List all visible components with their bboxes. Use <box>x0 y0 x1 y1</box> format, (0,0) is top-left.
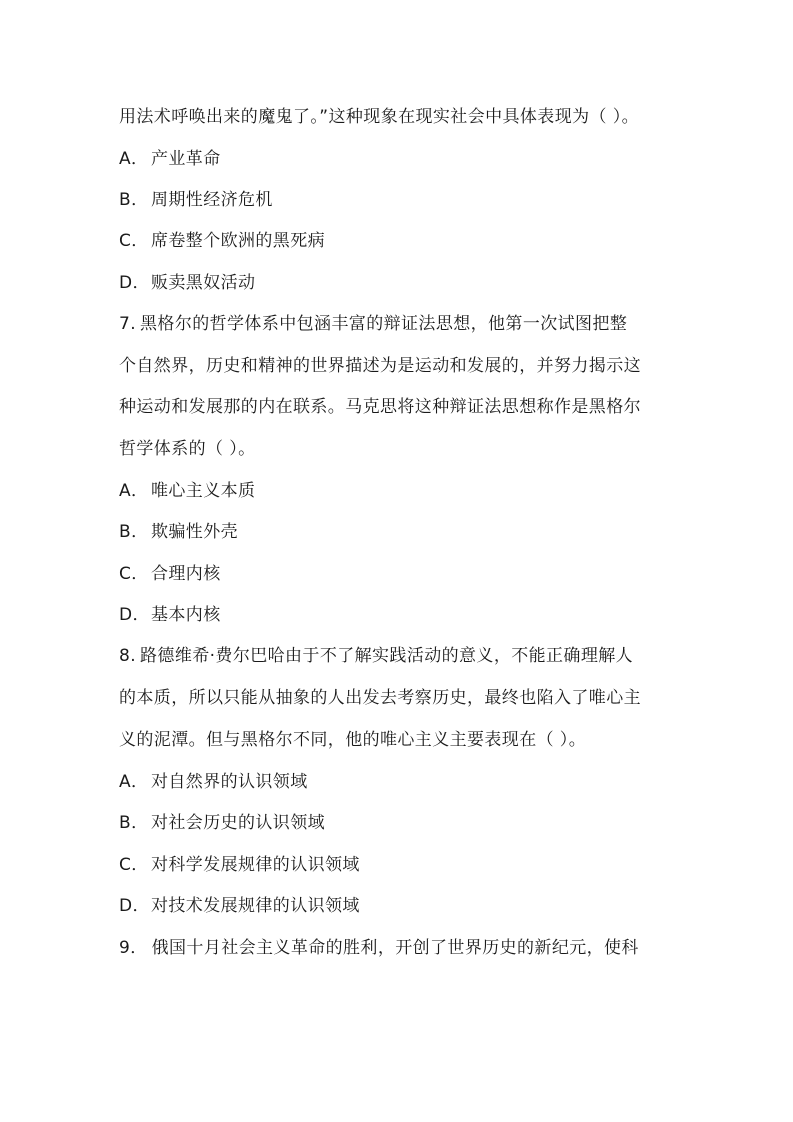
option-letter: A． <box>119 481 149 501</box>
option-letter: B． <box>119 522 149 542</box>
question-8-line-3: 义的泥潭。但与黑格尔不同，他的唯心主义主要表现在（ ）。 <box>119 730 587 750</box>
option-text: 唯心主义本质 <box>151 481 256 501</box>
question-6-option-a <box>119 148 679 170</box>
option-text: 对技术发展规律的认识领域 <box>151 896 360 916</box>
option-letter: D． <box>119 605 150 625</box>
question-9-line-1 <box>119 937 679 959</box>
question-7-option-a <box>119 480 679 502</box>
question-8-option-c <box>119 854 679 876</box>
option-text: 周期性经济危机 <box>151 190 273 210</box>
question-8-line-2: 的本质，所以只能从抽象的人出发去考察历史，最终也陷入了唯心主 <box>119 688 641 708</box>
question-6-option-c <box>119 230 679 252</box>
option-text: 对自然界的认识领域 <box>151 772 308 792</box>
question-6-option-b <box>119 189 679 211</box>
question-8-line-1 <box>119 645 679 667</box>
option-letter: C． <box>119 855 149 875</box>
question-8-option-b <box>119 812 679 834</box>
option-letter: B． <box>119 190 149 210</box>
option-letter: D． <box>119 273 150 293</box>
question-text: 路德维希·费尔巴哈由于不了解实践活动的意义，不能正确理解人 <box>140 646 634 666</box>
option-text: 对科学发展规律的认识领域 <box>151 855 360 875</box>
option-letter: A． <box>119 149 149 169</box>
option-letter: C． <box>119 564 149 584</box>
option-text: 贩卖黑奴活动 <box>151 273 256 293</box>
question-text: 黑格尔的哲学体系中包涵丰富的辩证法思想，他第一次试图把整 <box>140 314 628 334</box>
question-text: 俄国十月社会主义革命的胜利，开创了世界历史的新纪元，使科 <box>151 938 639 958</box>
question-8-option-d <box>119 895 679 917</box>
question-7-line-2: 个自然界，历史和精神的世界描述为是运动和发展的，并努力揭示这 <box>119 356 641 376</box>
option-text: 产业革命 <box>151 149 221 169</box>
option-letter: D． <box>119 896 150 916</box>
question-7-option-d <box>119 604 679 626</box>
question-8-option-a <box>119 771 679 793</box>
option-letter: A． <box>119 772 149 792</box>
option-letter: C． <box>119 231 149 251</box>
option-text: 对社会历史的认识领域 <box>151 813 325 833</box>
option-text: 基本内核 <box>151 605 221 625</box>
option-text: 合理内核 <box>151 564 221 584</box>
option-text: 欺骗性外壳 <box>151 522 238 542</box>
option-text: 席卷整个欧洲的黑死病 <box>151 231 325 251</box>
question-number: 7. <box>119 314 137 334</box>
question-7-option-c <box>119 563 679 585</box>
question-number: 9． <box>119 938 148 958</box>
question-7-line-3: 种运动和发展那的内在联系。马克思将这种辩证法思想称作是黑格尔 <box>119 397 641 417</box>
question-6-tail: 用法术呼唤出来的魔鬼了。”这种现象在现实社会中具体表现为（ ）。 <box>119 107 640 127</box>
question-6-option-d <box>119 272 679 294</box>
option-letter: B． <box>119 813 149 833</box>
question-7-line-4: 哲学体系的（ ）。 <box>119 439 256 459</box>
question-7-line-1 <box>119 313 679 335</box>
question-7-option-b <box>119 521 679 543</box>
question-number: 8. <box>119 646 137 666</box>
